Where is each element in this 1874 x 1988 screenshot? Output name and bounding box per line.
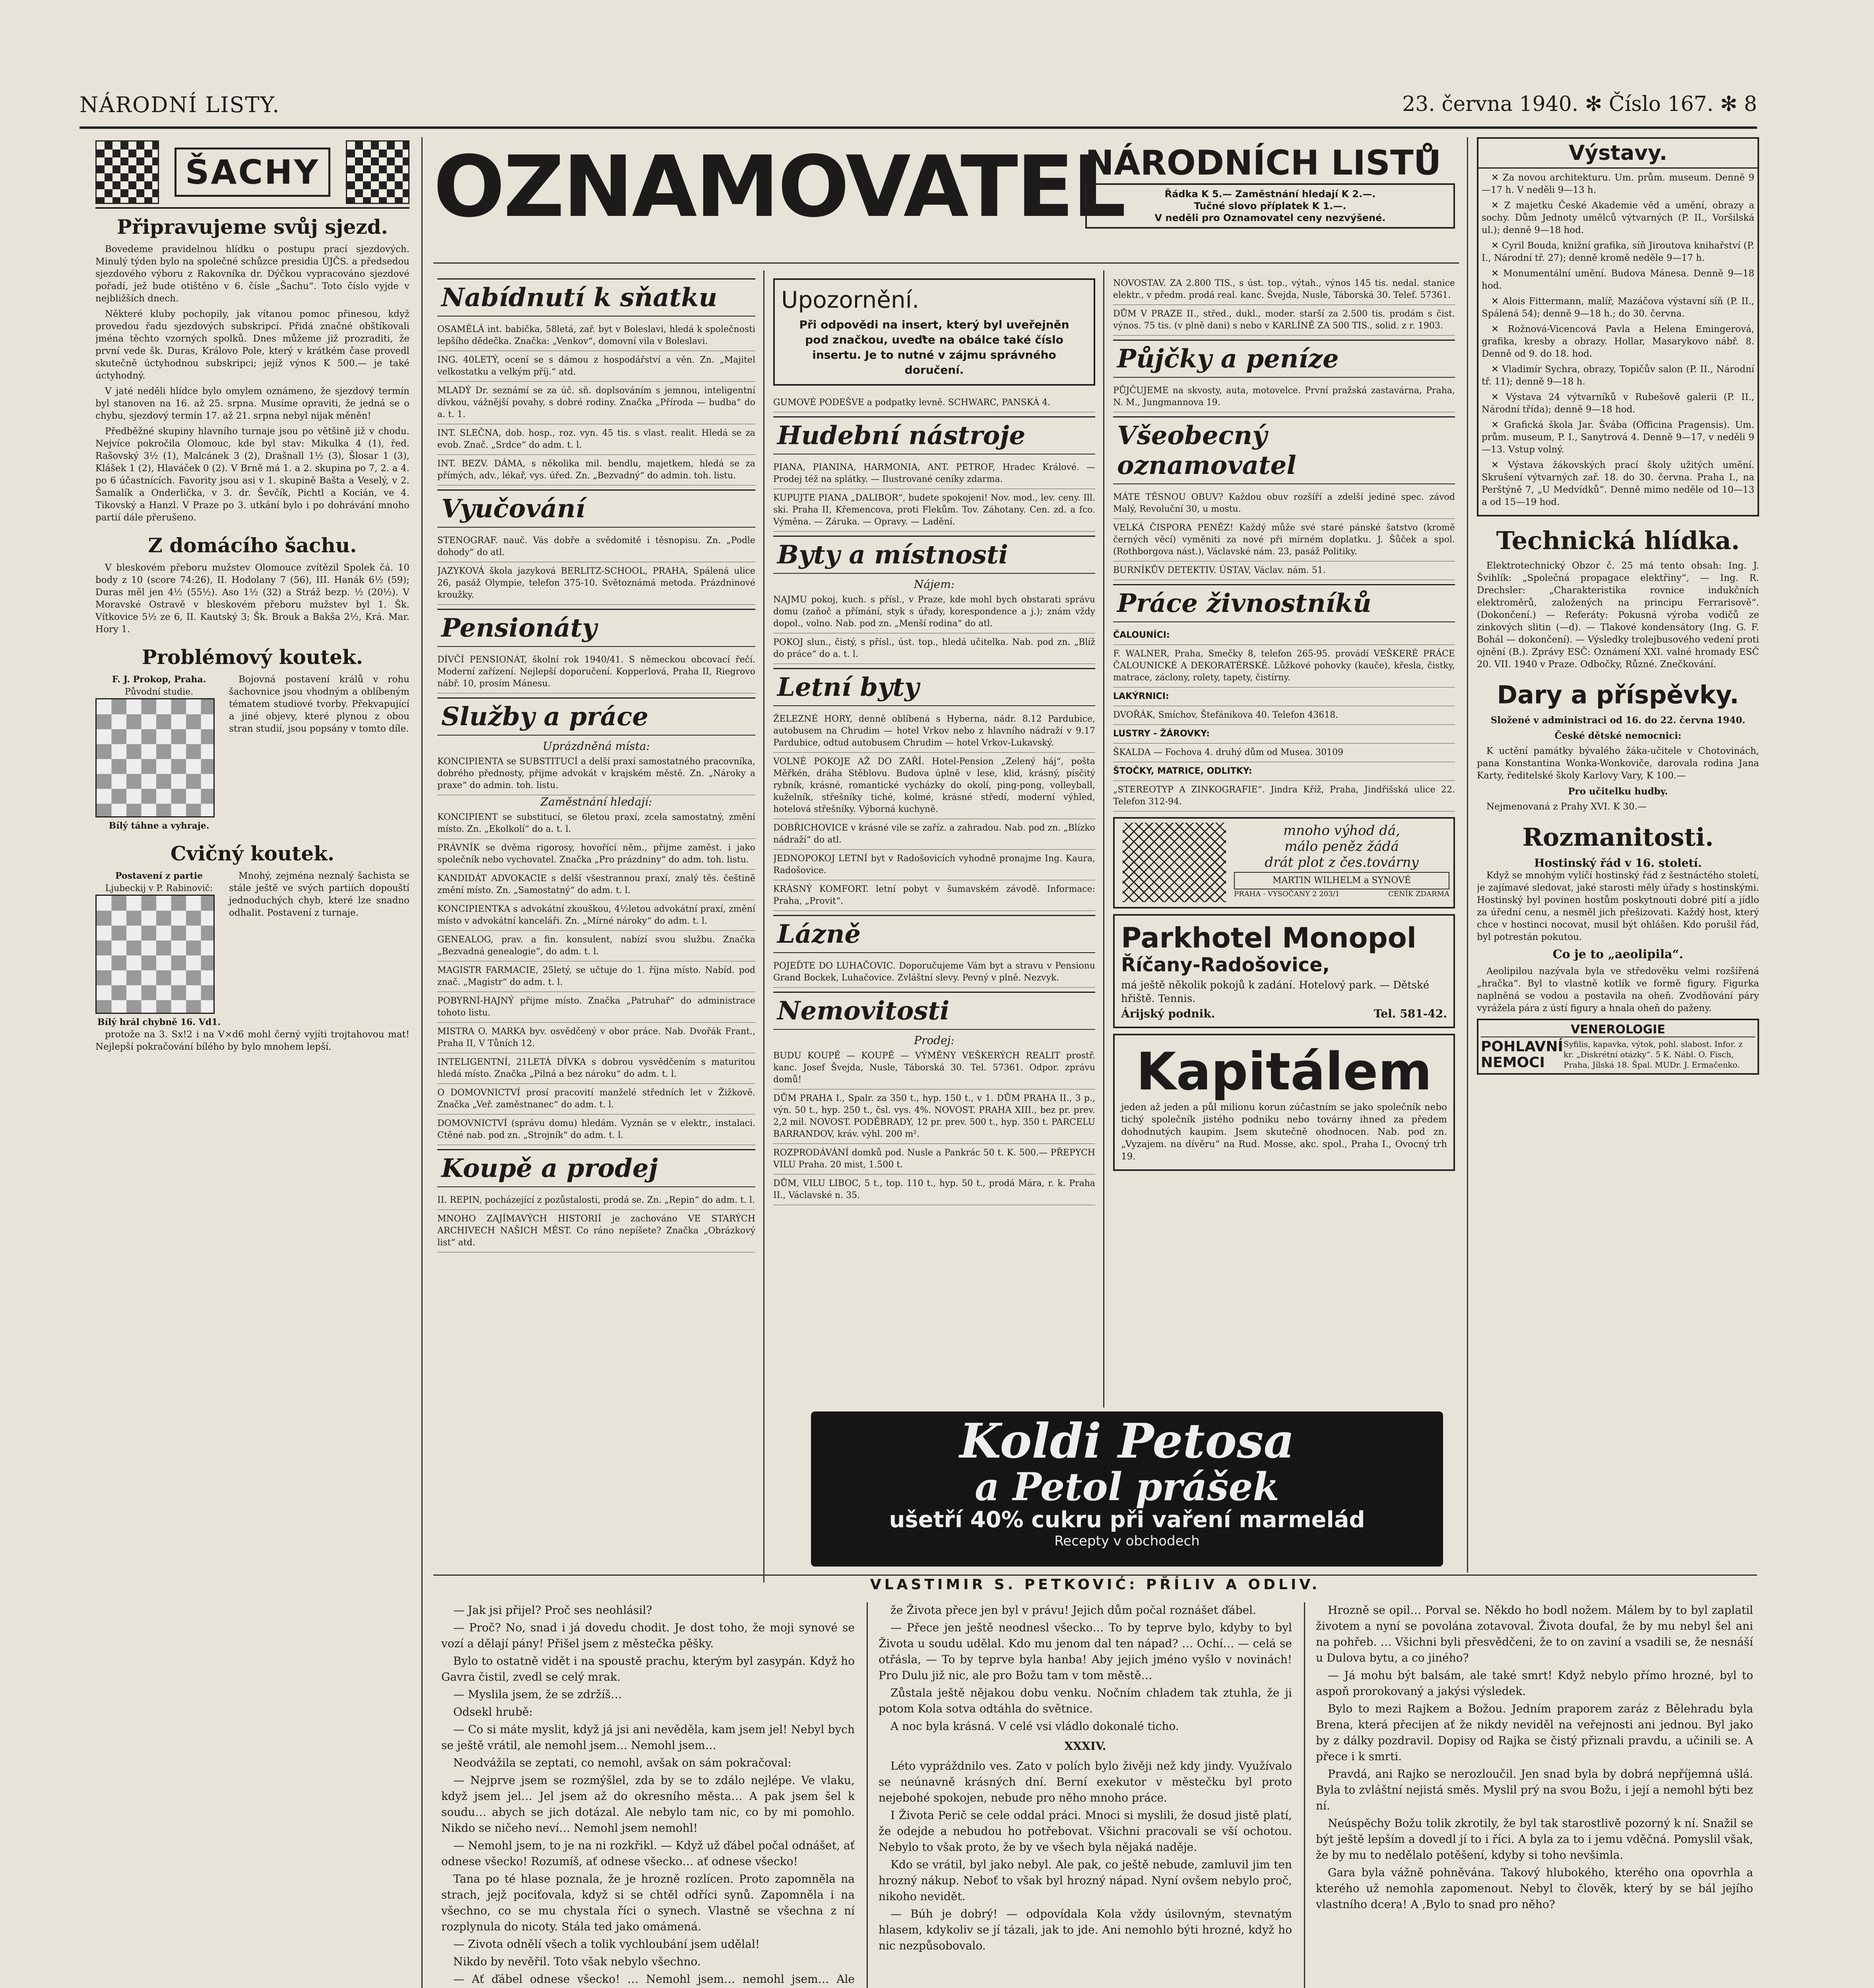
petosa-line1: Koldi Petosa bbox=[959, 1413, 1295, 1469]
chess-title: ŠACHY bbox=[175, 148, 330, 197]
section-heading: Koupě a prodej bbox=[437, 1149, 755, 1187]
ad-item: POKOJ slun., čistý, s přísl., úst. top., hledá učitelka. Nab. pod zn. „Blíž do práce“ do a. t. l. bbox=[773, 633, 1095, 664]
ad-item: PIANA, PIANINA, HARMONIA, ANT. PETROF, Hradec Králové. — Prodej též na splátky. — Ilustrované ceníky zdarma. bbox=[773, 458, 1095, 489]
story-paragraph: — Nejprve jsem se rozmýšlel, zda by se to zdálo nejlépe. Ve vlaku, když jsem jel… Jel jsem až do okresního města… A pak jsem šel k soudu… abych se jich dotázal. Ale nebylo tam nic, co by mi pomohlo. Nikdo se ničeho neví… Nemohl jsem nemohl! bbox=[441, 1774, 855, 1835]
notice-text: Při odpovědi na insert, který byl uveřejněn pod značkou, uveďte na obálce také číslo insertu. Je to nutné v zájmu správného doručení. bbox=[799, 318, 1069, 377]
chess-board-position bbox=[95, 895, 215, 1014]
fence-ad-brand: MARTIN WILHELM a SYNOVÉ bbox=[1234, 872, 1449, 889]
fence-mesh-icon bbox=[1123, 823, 1226, 902]
story-paragraph: Zůstala ještě nějakou dobu venku. Nočním chladem tak ztuhla, že ji potom Kola sotva odtáhla do světnice. bbox=[879, 1686, 1292, 1715]
donations-line: České dětské nemocnici: bbox=[1554, 730, 1682, 741]
study-author: F. J. Prokop, Praha. bbox=[112, 674, 206, 685]
column-divider bbox=[1467, 137, 1468, 1573]
subheading: Nájem: bbox=[914, 578, 955, 591]
donations-line: K uctění památky bývalého žáka-učitele v Chotovinách, pana Konstantina Wonka-Wonkoviče, darovala rodina Jana Karty, ředitelské školy Karlovy Vary, K 100.— bbox=[1477, 746, 1759, 781]
section-heading: Nabídnutí k sňatku bbox=[437, 278, 755, 316]
checker-right-icon bbox=[346, 140, 409, 204]
ad-item: JEDNOPOKOJ LETNÍ byt v Radošovicích vyhodně pronajme Ing. Kaura, Radošovice. bbox=[773, 850, 1095, 880]
column-divider bbox=[763, 270, 764, 1582]
story-paragraph: — Jak jsi přijel? Proč ses neohlásil? bbox=[453, 1604, 652, 1617]
exhibition-item: ✕ Rožnová-Vicencová Pavla a Helena Emingerová, grafika, kresby a obrazy. Hollar, Masarykovo nábř. 8. Denně od 9. do 18. hod. bbox=[1482, 324, 1754, 359]
rate-box bbox=[1085, 183, 1455, 229]
subheading: Uprázdněná místa: bbox=[543, 740, 650, 753]
story-paragraph: Nikdo by nevěřil. Toto však nebylo všechno. bbox=[453, 1955, 701, 1968]
masthead bbox=[80, 88, 1757, 124]
story-paragraph: — Co si máte myslit, když já jsi ani nevěděla, kam jsem jel! Nebyl bych se ještě vrátil, ale nemohl jsem… Nemohl jsem… bbox=[441, 1723, 855, 1752]
chess-paragraph: protože na 3. Sx!2 i na V×d6 mohl černý vyjíti trojtahovou mat! Nejlepší pokračování bílého by bylo mnohem lepší. bbox=[95, 1029, 409, 1052]
ad-category: ŠTOČKY, MATRICE, ODLITKY: bbox=[1113, 762, 1455, 781]
story-paragraph: I Života Perič se cele oddal práci. Mnoci si myslili, že dosud jistě platí, že odejde a nebudou ho potřebovat. Všichni pracovali se vší ochotou. Nebylo to však proto, že by ve všech byla nějaká naděje. bbox=[879, 1809, 1292, 1854]
ad-item: BURNÍKŮV DETEKTIV. ÚSTAV, Václav. nám. 51. bbox=[1113, 561, 1455, 580]
fence-ad-line: mnoho výhod dá, bbox=[1283, 823, 1400, 839]
ad-item: MAGISTR FARMACIE, 25letý, se učtuje do 1. října místo. Nabíd. pod znač. „Magistr“ do adm. t. l. bbox=[437, 961, 755, 992]
section-heading: Byty a místnosti bbox=[773, 536, 1095, 574]
chapter-number: XXXIV. bbox=[1064, 1740, 1106, 1753]
story-paragraph: Hrozně se opil… Porval se. Někdo ho bodl nožem. Málem by to byl zaplatil životem a nyní se povolána zotavoval. Života doufal, že by mu nebyl šel ani na pohřeb. … Všichni byli přesvědčeni, že to on zaviní a vsadili se, že nesnáší u Dulova bytu, a co jiného? bbox=[1316, 1604, 1753, 1664]
section-heading: Nemovitosti bbox=[773, 992, 1095, 1030]
ad-item: ŠKALDA — Fochova 4. druhý dům od Musea. 30109 bbox=[1113, 744, 1455, 762]
chess-paragraph: Bovedeme pravidelnou hlídku o postupu prací sjezdových. Minulý týden bylo na společné schůzce presidia ÚJČS. a předsedou sjezdového výboru z Rakovníka dr. Dýčkou vypracováno sjezdové pořadí, jež bude otištěno v 6. čísle „Šachu“. Toto číslo vyjde v nejbližších dnech. bbox=[95, 244, 409, 304]
ad-item: VOLNÉ POKOJE AŽ DO ZAŘÍ. Hotel-Pension „Zelený háj“, pošta Měřkén, dráha Stěblovu. Budova úplně v lese, klid, krásný, písčitý rybník, krásné, romantické vycházky do okolí, ping-pong, volleyball, kuželník, střešníky tiché, kolmé, krásné středí, moderní výhled, hotelová střešníky. Výborná kuchyně. bbox=[773, 753, 1095, 819]
section-heading: Lázně bbox=[773, 915, 1095, 953]
section-heading: Vyučování bbox=[437, 489, 755, 528]
story-paragraph: Bylo to mezi Rajkem a Božou. Jedním praporem zaráz z Bělehradu byla Brena, která přecijen ať že nikdy neviděl na veřejnosti ani jednou. Byl jako by z dálky pozdravil. Dopisy od Rajka se čistý přiznali pravdu, a učinili se. A přece i k smrti. bbox=[1316, 1702, 1753, 1763]
ad-item: DOMOVNICTVÍ (správu domu) hledám. Vyznán se v elektr., instalaci. Ctěné nab. pod zn. „Strojník“ do adm. t. l. bbox=[437, 1114, 755, 1145]
rate-line: V neděli pro Oznamovatel ceny nezvýšené. bbox=[1154, 212, 1386, 223]
story-paragraph: — Búh je dobrý! — odpovídala Kola vždy úsilovným, stevnatým hlasem, kdykoliv se jí tázali, jak to jde. Ani nemohlo býti hrozné, když ho nic nezpůsobovalo. bbox=[879, 1907, 1292, 1952]
ad-item: „STEREOTYP A ZINKOGRAFIE“. Jindra Kříž, Praha, Jindřišská ulice 22. Telefon 312-94. bbox=[1113, 781, 1455, 812]
story-paragraph: — Zivota odnělí všech a tolik vychloubání jsem udělal! bbox=[453, 1938, 760, 1951]
exhibition-item: ✕ Výstava žákovských prací školy užitých umění. Skrušení výtvarných zař. 18. do 30. června. Praha I., na Perštýně 7, „U Medvídků“. Denně mimo neděle od 10—13 a od 15—19 hod. bbox=[1482, 460, 1754, 507]
misc-text: Když se mnohým vylíčí hostinský řád z šestnáctého století, je zajímavé sledovat, jaké starosti měly úřady s hostinskými. Hostinský byl povinen hostům poskytnouti dobré pití a jídlo za úřední cenu, a nesměl jich přešizovati. Každý host, který chce v hostinci nocovat, musil být ohlášen. Kdo porušil řád, byl potrestán pokutou. bbox=[1477, 870, 1759, 942]
donations-line: Nejmenovaná z Prahy XVI. K 30.— bbox=[1486, 802, 1647, 812]
hotel-title: Parkhotel Monopol bbox=[1121, 922, 1416, 954]
ad-item: OSAMĚLÁ int. babička, 58letá, zař. byt v Boleslavi, hledá k společnosti lepšího dědečka. Značka: „Venkov“, domovní vila v Boleslavi. bbox=[437, 320, 755, 351]
column-divider bbox=[867, 1602, 868, 1988]
story-column-2 bbox=[879, 1602, 1292, 1988]
story-rule bbox=[433, 1574, 1757, 1576]
ad-item: DŮM PRAHA I., Spalr. za 350 t., hyp. 150 t., v 1. DŮM PRAHA II., 3 p., výn. 50 t., hyp. 250 t., čsl. vys. 4%. NOVOST. PRAHA XIII., bez pr. prev. 2,2 mil. NOVOST. PODĚBRADY, 12 pr. prev. 500 t., hyp. 350 t. PARCELU BARRANDOV, kráv. výhl. 200 m². bbox=[773, 1089, 1095, 1144]
ads-column-3 bbox=[1113, 274, 1455, 1408]
ad-item: KUPUJTE PIANA „DALIBOR“, budete spokojeni! Nov. mod., lev. ceny. Ill. ski. Praha II, Křemencova, proti Flekům. Tov. Záhotany. Cen. zd. a fco. Výměna. — Záruka. — Opravy. — Ladění. bbox=[773, 489, 1095, 532]
story-column-3 bbox=[1316, 1602, 1753, 1988]
section-heading: Služby a práce bbox=[437, 697, 755, 736]
story-paragraph: Bylo to ostatně vidět i na spoustě prachu, kterým byl zasypán. Když ho Gavra čistil, zvedl se celý mrak. bbox=[441, 1654, 855, 1683]
right-column bbox=[1477, 137, 1759, 1580]
story-paragraph: Neodvážila se zeptati, co nemohl, avšak on sám pokračoval: bbox=[453, 1756, 792, 1769]
story-paragraph: — Proč? No, snad i já dovedu chodit. Je dost toho, že moji synové se vozí a dělají pány! Přišel jsem z městečka pěšky. bbox=[441, 1621, 855, 1650]
ad-item: DVOŘÁK, Smíchov, Štefánikova 40. Telefon 43618. bbox=[1113, 706, 1455, 725]
story-paragraph: A noc byla krásná. V celé vsi vládlo dokonalé ticho. bbox=[890, 1720, 1179, 1733]
venerology-left: POHLAVNÍ NEMOCI bbox=[1481, 1039, 1563, 1071]
petosa-line4: Recepty v obchodech bbox=[1054, 1533, 1200, 1549]
position-title: Postavení z partie bbox=[115, 871, 203, 881]
ad-item: NOVOSTAV. ZA 2.800 TIS., s úst. top., výtah., výnos 145 tis. nedal. stanice elektr., v předm. prodá real. kanc. Švejda, Nusle, Táborská 30. Telef. 57361. bbox=[1113, 274, 1455, 305]
story-paragraph: Pravdá, ani Rajko se nerozloučil. Jen snad byla by dobrá nepříjemná ušlá. Byla to zvláštní nejistá směs. Myslil prý na svou Božu, i její a nemohl býti bez ní. bbox=[1316, 1767, 1753, 1812]
ad-item: INT. BEZV. DÁMA, s několika mil. bendlu, majetkem, hledá se za přímých, adv., lékař, vys. úřed. Zn. „Bezvadný“ do admin. toh. listu. bbox=[437, 455, 755, 485]
ad-item: GENEALOG, prav. a fin. konsulent, nabízí svou službu. Značka „Bezvadná genealogie“, do adm. t. l. bbox=[437, 931, 755, 961]
donations-line: Pro učitelku hudby. bbox=[1568, 786, 1668, 797]
chess-paragraph: Bojovná postavení králů v rohu šachovnice jsou vhodným a oblíbeným tématem studiové tvorby. Překvapující a jiné objevy, které plynou z obou stran studií, jsou popsány v tomto díle. bbox=[229, 674, 409, 734]
rate-line: Tučné slovo příplatek K 1.—. bbox=[1194, 200, 1346, 212]
exhibition-item: ✕ Za novou architekturu. Um. prům. museum. Denně 9—17 h. V neděli 9—13 h. bbox=[1482, 173, 1754, 195]
exhibition-item: ✕ Cyril Bouda, knižní grafika, síň Jiroutova knihařství (P. I., Národní tř. 27); denně kromě neděle 9—17 h. bbox=[1482, 241, 1754, 263]
story-paragraph: Kdo se vrátil, byl jako nebyl. Ale pak, co ještě nebude, zamluvil jim ten hrozný nákup. Neboť to však byl hrozný nápad. Nyní ovšem nebylo proč, nikoho nevidět. bbox=[879, 1858, 1292, 1903]
header-rule bbox=[433, 262, 1459, 264]
oznamovatel-title: OZNAMOVATEL bbox=[433, 138, 1125, 236]
venerology-right: Syfilis, kapavka, výtok, pohl. slabost. Infor. z kr. „Diskrétní otázky“. 5 K. Nábl. O. Fisch, Praha, Jílská 18. Špal. MUDr. J. Ermačenko. bbox=[1564, 1039, 1743, 1070]
ad-category: LUSTRY - ŽÁROVKY: bbox=[1113, 725, 1455, 744]
hotel-ad bbox=[1113, 914, 1455, 1028]
exhibition-item: ✕ Z majetku České Akademie věd a umění, obrazy a sochy. Dům Jednoty umělců výtvarných (P. II., Voršilská ul.); denně 9—18 hod. bbox=[1482, 200, 1754, 235]
story-paragraph: — Ať ďábel odnese všecko! … Nemohl jsem… nemohl jsem… Ale bbox=[453, 1972, 855, 1986]
ad-item: INT. SLEČNA, dob. hosp., roz. vyn. 45 tis. s vlast. realit. Hledá se za evob. Znač. „Srdce“ do adm. t. l. bbox=[437, 424, 755, 455]
ad-item: ING. 40LETÝ, ocení se s dámou z hospodářství a věn. Zn. „Majitel velkostatku a velkým příj.“ atd. bbox=[437, 351, 755, 382]
aeolipila-text: Aeolipilou nazývala byla ve středověku velmi rozšířená „hračka“. Byl to vlastně kotlík ve formě figury. Figurka naplněná se vodou a postavila na oheň. Zvodňování páry vyrážela pára z ústí figury a hnala oheň do paženy. bbox=[1477, 966, 1759, 1013]
chess-column bbox=[95, 137, 409, 1988]
ad-item: STENOGRAF. nauč. Vás dobře a svědomitě i těsnopisu. Zn. „Podle dohody“ do atl. bbox=[437, 532, 755, 562]
chess-header bbox=[95, 137, 409, 209]
rate-line: Řádka K 5.— Zaměstnání hledají K 2.—. bbox=[1164, 188, 1376, 200]
story-paragraph: — Myslila jsem, že se zdržíš… bbox=[453, 1688, 622, 1701]
donations-title: Dary a příspěvky. bbox=[1497, 680, 1739, 709]
notice-box bbox=[773, 278, 1095, 386]
petosa-line3: ušetří 40% cukru při vaření marmelád bbox=[889, 1507, 1365, 1533]
ad-item: MNOHO ZAJÍMAVÝCH HISTORIÍ je zachováno VE STARÝCH ARCHIVECH NAŠICH MĚST. Co ráno nepíšete? Značka „Obrázkový list“ atd. bbox=[437, 1210, 755, 1252]
notice-title: Upozornění. bbox=[781, 286, 920, 313]
ad-item: DŮM, VILU LIBOC, 5 t., top. 110 t., hyp. 50 t., prodá Mára, r. k. Praha II., Václavské n. 35. bbox=[773, 1175, 1095, 1205]
chess-paragraph: V jaté neděli hlídce bylo omylem oznámeno, že sjezdový termín byl stanoven na 16. až 25. srpna. Musíme opraviti, že jedná se o chybu, sjezdový termín 17. až 21. srpna nebyl nijak měněn! bbox=[95, 386, 409, 421]
section-heading: Hudební nástroje bbox=[773, 416, 1095, 454]
section-heading: Letní byty bbox=[773, 668, 1095, 706]
ad-item: GUMOVÉ PODEŠVE a podpatky levně. SCHWARC, PANSKÁ 4. bbox=[773, 394, 1095, 412]
top-rule bbox=[80, 126, 1757, 129]
chess-paragraph: Mnohý, zejména neznalý šachista se stále ještě ve svých partiích dopouští jednoduchých chyb, které lze snadno odhalit. Postavení z turnaje. bbox=[229, 871, 409, 918]
story-paragraph: že Života přece jen byl v právu! Jejich dům počal roznášet ďábel. bbox=[890, 1604, 1256, 1617]
section-heading: Pensionáty bbox=[437, 609, 755, 647]
subheading: Prodej: bbox=[914, 1034, 954, 1047]
checker-left-icon bbox=[95, 140, 159, 204]
ad-item: F. WALNER, Praha, Smečky 8, telefon 265-95. provádí VEŠKERÉ PRÁCE ČALOUNICKÉ A DEKORATÉRSKÉ. Lůžkové pohovky (kauče), křesla, čistky, matrace, záclony, rolety, tapety, čistírny. bbox=[1113, 645, 1455, 687]
venerology-title: VENEROLOGIE bbox=[1481, 1023, 1755, 1037]
aeolipila-title: Co je to „aeolipila“. bbox=[1552, 947, 1684, 961]
chess-heading-problem: Problémový koutek. bbox=[142, 645, 363, 669]
chess-paragraph: Některé kluby pochopily, jak vítanou pomoc přinesou, když provedou řadu sjezdových subskripcí. Přidá značné obštíkovali jména těchto vzorných spolků. Dnes můžeme již prozraditi, že první vede šk. Duras, Královo Pole, který v krátkém čase provedl skutečně úctyhodnou subskripci; jejíž výnos K 500.— je také úctyhodný. bbox=[95, 309, 409, 381]
ad-item: PŮJČUJEME na skvosty, auta, motovelce. První pražská zastavárna, Praha, N. M., Jungmannova 19. bbox=[1113, 382, 1455, 412]
ad-item: KRÁSNÝ KOMFORT. letní pobyt v šumavském závodě. Informace: Praha, „Provit“. bbox=[773, 880, 1095, 911]
misc-title: Rozmanitosti. bbox=[1522, 823, 1714, 852]
chess-paragraph: V bleskovém přeboru mužstev Olomouce zvítězil Spolek čá. 10 body z 10 (score 74:26), II. Hodolany 7 (56), III. Hanák 6½ (59); Duras měl jen 4½ (55½). Aso 1½ (32) a Stráž bezp. ½ (20½). V Moravské Ostravě v bleskovém přeboru mužstev byl 1. Šk. Vítkovice 5½ ze 6, II. Kautský 3; Šk. Brouk a Bakša 2½, Krá. Mar. Hory 1. bbox=[95, 563, 409, 635]
petosa-line2: a Petol prášek bbox=[974, 1464, 1280, 1509]
ad-item: KANDIDÁT ADVOKACIE s delší všestrannou praxí, znalý těs. češtině změní místo. Zn. „Samostatný“ do adm. t. l. bbox=[437, 870, 755, 900]
ad-category: LAKÝRNICI: bbox=[1113, 687, 1455, 706]
ad-item: POBYRNÍ-HAJNÝ přijme místo. Značka „Patruhař“ do administrace tohoto listu. bbox=[437, 992, 755, 1023]
issue-info: 23. června 1940. ✻ Číslo 167. ✻ 8 bbox=[1402, 92, 1757, 116]
ad-item: MÁTE TĚSNOU OBUV? Každou obuv rozšíří a zdelší jediné spec. závod Malý, Revoluční 30, u mostu. bbox=[1113, 488, 1455, 519]
fence-ad-address: PRAHA - VYSOČANY 2 203/1 bbox=[1234, 890, 1340, 898]
ad-item: VELKÁ ČISPORA PENĚZ! Každý může své staré pánské šatstvo (kromě černých věcí) vyměniti za nové při mírném doplatku. J. Šůček a spol. (Rothborgova nást.), Václavské nám. 23, pasáž Politiky. bbox=[1113, 519, 1455, 561]
story-paragraph: — Nemohl jsem, to je na ni rozkřikl. — Když už ďábel počal odnášet, ať odnese všecko! Rozumíš, ať odnese všecko… ať odnese všecko! bbox=[441, 1839, 855, 1868]
capital-text: jeden až jeden a půl milionu korun zúčastním se jako společník nebo tichý společník jistého podniku nebo továrny ihned za předem dohodnutých kaupim. Jsem skutečně ohodnocen. Nab. pod zn. „Vyzajem. na dívěru“ na Rud. Mosse, akc. spol., Praha I., Ovocný trh 19. bbox=[1121, 1102, 1447, 1162]
oznamovatel-subtitle: NÁRODNÍCH LISTŮ bbox=[1085, 143, 1441, 183]
capital-title: Kapitálem bbox=[1136, 1041, 1432, 1102]
hotel-place: Říčany-Radošovice, bbox=[1121, 954, 1330, 976]
column-divider bbox=[1103, 270, 1104, 1408]
misc-subtitle: Hostinský řád v 16. století. bbox=[1534, 856, 1702, 870]
story-title: VLASTIMIR S. PETKOVIĆ: PŘÍLIV A ODLIV. bbox=[870, 1576, 1321, 1593]
study-caption: Bílý táhne a vyhraje. bbox=[109, 821, 210, 831]
section-heading: Půjčky a peníze bbox=[1113, 340, 1455, 378]
chess-heading-domaci: Z domácího šachu. bbox=[148, 534, 357, 557]
exhibition-item: ✕ Alois Fittermann, malíř, Mazáčova výstavní síň (P. II., Spálená 54); denně 9—18 h.; do 30. června. bbox=[1482, 296, 1754, 319]
column-divider bbox=[1304, 1602, 1305, 1988]
ad-item: MLADÝ Dr. seznámí se za úč. sň. doplsováním s jemnou, inteligentní dívkou, vážnější povahy, s dobré rodiny. Značka „Příroda — budba“ do a. t. 1. bbox=[437, 382, 755, 424]
tech-text: Elektrotechnický Obzor č. 25 má tento obsah: Ing. J. Švihlík: „Společná propagace elektřiny“, — Ing. R. Drechsler: „Charakteristika rovnice indukčních elektroměrů, založených na principu Ferrarisově“. (Dokončení.) — Referáty: Pokusná výroba vodičů ze zinkových slitin (—d). — Tlakové kondensátory (Ing. G. F. Bohál — dokončení). — Výsledky trolejbusového vedení proti ojnění (B.). Zprávy ESČ: Oznámení XXI. valné hromady ESČ 20. VII. 1940 v Praze. Odbočky, Různé. Znečkování. bbox=[1477, 561, 1759, 670]
column-divider bbox=[421, 137, 423, 1988]
position-caption: Bílý hrál chybně 16. Vd1. bbox=[97, 1017, 221, 1027]
ad-item: POJEĎTE DO LUHAČOVIC. Doporučujeme Vám byt a stravu v Pensionu Grand Bockek, Luhačovice. Zvláštní slevy. Pevný v plně. Nezvyk. bbox=[773, 957, 1095, 988]
petosa-banner bbox=[811, 1411, 1443, 1567]
section-heading: Práce živnostníků bbox=[1113, 584, 1455, 622]
ad-item: BUDU KOUPĚ — KOUPĚ — VÝMĚNY VEŠKERÝCH REALIT prostř. kanc. Josef Švejda, Nusle, Táborská 30. Tel. 57361. Odpor. zprávu domů! bbox=[773, 1047, 1095, 1089]
ad-item: MISTRA O. MARKA byv. osvědčený v obor práce. Nab. Dvořák Frant., Praha II, V Tůních 12. bbox=[437, 1023, 755, 1053]
fence-ad-line: drát plot z čes.továrny bbox=[1265, 854, 1419, 870]
chess-heading-sjezd: Připravujeme svůj sjezd. bbox=[117, 215, 388, 239]
donations-line: Složené v administraci od 16. do 22. června 1940. bbox=[1490, 715, 1746, 726]
chess-paragraph: Předběžné skupiny hlavního turnaje jsou po většině již v chodu. Nejvíce pokročila Olomouc, kde byl stav: Mikulka 4 (1), řed. Rašovský 3½ (1), Malcánek 3 (2), Drašnall 1½ (3), Šlosar 1 (3), Klášek 1 (2), Hlaváček 0 (2). V Brně má 1. a 2. skupina po 7, 2. a 4. po 6 účastnících. Favority jsou asi v 1. skupině Bašta a Veselý, v 2. Šamalík a Onderlička, v 3. dr. Ševčík, Pichtl a Kocián, ve 4. Tikovský a Hanzl. V Praze po 3. utkání bylo i po dohrávání mnoho partií dále přerušeno. bbox=[95, 426, 409, 523]
ad-item: DÍVČÍ PENSIONÁT, školní rok 1940/41. S německou obcovací řečí. Moderní zařízení. Nejlepší doporučení. Kopperlová, Praha II, Riegrovo nábř. 10, prosím Mánesu. bbox=[437, 651, 755, 693]
hotel-tel: Tel. 581-42. bbox=[1373, 1007, 1447, 1020]
ad-item: INTELIGENTNÍ, 21LETÁ DÍVKA s dobrou vysvědčením s maturitou hledá místo. Značka „Pilná a bez nároku“ do adm. t. l. bbox=[437, 1053, 755, 1084]
ad-item: DOBŘICHOVICE v krásné vile se zaříz. a zahradou. Nab. pod zn. „Blízko nádraží“ do atl. bbox=[773, 819, 1095, 850]
story-paragraph: Neúspěchy Božu tolik zkrotily, že byl tak starostlivě pozorný k ní. Snažil se být ještě lepším a dovedl jí to i říci. A byla za to i jemu vděčná. Pomyslil však, že by mu to nedělalo potěšení, kdyby si toho nevšimla. bbox=[1316, 1817, 1753, 1862]
ad-item: KONCIPIENTA se SUBSTITUCÍ a delší praxí samostatného pracovníka, dobrého přednosty, přijme advokát v krajském městě. Zn. „Nároky a praxe“ do admin. toh. listu. bbox=[437, 753, 755, 795]
story-paragraph: — Já mohu být balsám, ale také smrt! Když nebylo přímo hrozné, byl to aspoň prorokovaný a jakýsi výsledek. bbox=[1316, 1669, 1753, 1698]
ad-item: ŽELEZNÉ HORY, denně oblíbená s Hyberna, nádr. 8.12 Pardubice, autobusem na Chrudim — hotel Vrkov nebo z hlavního nádraží v 9.17 Pardubice, odtud autobusem Chrudim — hotel Vrkov-Lukavský. bbox=[773, 710, 1095, 753]
fence-ad-catalog: CENÍK ZDARMA bbox=[1388, 890, 1449, 898]
exhibition-item: ✕ Monumentální umění. Budova Mánesa. Denně 9—18 hod. bbox=[1482, 268, 1754, 291]
fence-ad-line: málo peněz žádá bbox=[1284, 839, 1399, 854]
story-paragraph: Léto vypráždnilo ves. Zato v polích bylo živěji než kdy jindy. Využívalo se neúnavně krásných dní. Berní exekutor v městečku byl proto nejebohé spokojen, nebude pro něho mnoho práce. bbox=[879, 1759, 1292, 1804]
ad-item: ROZPRODÁVÁNÍ domků pod. Nusle a Pankrác 50 t. K. 500.— PŘEPYCH VILU Praha. 20 mist, 1.500 t. bbox=[773, 1144, 1095, 1175]
chess-heading-cvicny: Cvičný koutek. bbox=[170, 842, 335, 865]
story-paragraph: Odsekl hrubě: bbox=[453, 1705, 533, 1718]
venerology-ad bbox=[1477, 1019, 1759, 1075]
section-heading: Všeobecný oznamovatel bbox=[1113, 416, 1455, 484]
exhibitions-box bbox=[1477, 137, 1759, 516]
capital-ad bbox=[1113, 1034, 1455, 1171]
story-paragraph: — Přece jen ještě neodnesl všecko… To by teprve bylo, kdyby to byl Života u soudu udělal. Kdo mu jenom dal ten nápad? … Ochí… — celá se otřásla, — To by teprve byla hanba! Aby jejich jméno vyšlo v novinách! Pro Dulu již nic, ale pro Božu tam v tom městě… bbox=[879, 1621, 1292, 1682]
subheading: Zaměstnání hledají: bbox=[540, 795, 652, 808]
exhibitions-title: Výstavy. bbox=[1478, 139, 1758, 169]
story-paragraph: Tana po té hlase poznala, že je hrozně rozlícen. Proto zapomněla na strach, jejž pociťovala, když si se chtěl odříci synů. Zapomněla i na všechno, co se mu chystala říci o synech. Vlastně se všechna z ní rozplynula do nicoty. Stála ted jako omámená. bbox=[441, 1872, 855, 1933]
ad-item: JAZYKOVÁ škola jazyková BERLITZ-SCHOOL, PRAHA, Spálená ulice 26, pasáž Olympie, telefon 375-10. Světoznámá metoda. Prázdninové kroužky. bbox=[437, 562, 755, 605]
study-note: Původní studie. bbox=[124, 687, 194, 697]
oznamovatel-header bbox=[433, 137, 1459, 256]
exhibition-item: ✕ Grafická škola Jar. Švába (Officina Pragensis). Um. prům. museum, P. I., Sanytrová 4. Denně 9—17, v neděli 9—13. Vstup volný. bbox=[1482, 420, 1754, 455]
ad-item: O DOMOVNICTVÍ prosí pracovití manželé středních let v Žižkově. Značka „Veř. zaměstnanec“ do adm. t. l. bbox=[437, 1084, 755, 1114]
story-paragraph: Gara byla vážně pohněvána. Takový hlubokého, kterého ona opovrhla a kterého už nemohla zapomenout. Nebyl to člověk, který by se bál jejího vlastního dcera! A ,Bylo to snad pro něho? bbox=[1316, 1866, 1753, 1911]
ads-column-2 bbox=[773, 274, 1095, 1404]
ad-item: KONCIPIENT se substitucí, se 6letou praxí, zcela samostatný, změní místo. Zn. „Ekolkolí“ do a. t. l. bbox=[437, 808, 755, 839]
chess-board-study bbox=[95, 698, 215, 817]
position-players: Ljubeckij v P. Rabinovič: bbox=[105, 883, 213, 893]
ad-item: DŮM V PRAZE II., střed., dukl., moder. starší za 2.500 tis. prodám s čist. výnos. 75 tis. (v plně dani) s nebo v KARLÍNĚ ZA 500 TIS., solid. z r. 1903. bbox=[1113, 305, 1455, 336]
ad-item: NAJMU pokoj, kuch. s přísl., v Praze, kde mohl bych obstarati správu domu (zaňoč a přímání, styk s úřady, korespondence a j.); znám vždy dopol., volno. Nab. pod zn. „Menší rodina“ do atl. bbox=[773, 591, 1095, 633]
hotel-text: má ještě několik pokojů k zadání. Hotelový park. — Dětské hřiště. Tennis. bbox=[1121, 979, 1430, 1005]
story-column-1 bbox=[441, 1602, 855, 1988]
ad-category: ČALOUNÍCI: bbox=[1113, 626, 1455, 645]
ad-item: II. REPIN, pocházející z pozůstalosti, prodá se. Zn. „Repin“ do adm. t. l. bbox=[437, 1191, 755, 1210]
ad-item: PRÁVNÍK se dvěma rigorosy, hovořící něm., přijme zaměst. i jako společník nebo vychovatel. Značka „Pro prázdniny“ do adm. toh. listu. bbox=[437, 839, 755, 870]
hotel-firm: Árijský podnik. bbox=[1121, 1007, 1215, 1020]
ad-item: KONCIPIENTKA s advokátní zkouškou, 4½letou advokátní praxí, změní místo v advokátní kanceláři. Zn. „Mírné nároky“ do adm. t. l. bbox=[437, 900, 755, 931]
exhibition-item: ✕ Výstava 24 výtvarníků v Rubešově galerii (P. II., Národní třída); denně 9—18 hod. bbox=[1482, 392, 1754, 415]
wire-fence-ad bbox=[1113, 817, 1455, 909]
paper-name: NÁRODNÍ LISTY. bbox=[80, 92, 280, 117]
ads-column-1 bbox=[437, 274, 755, 1578]
exhibition-item: ✕ Vladimír Sychra, obrazy, Topičův salon (P. II., Národní tř. 11); denně 9—18 h. bbox=[1482, 364, 1754, 387]
tech-title: Technická hlídka. bbox=[1496, 526, 1740, 555]
